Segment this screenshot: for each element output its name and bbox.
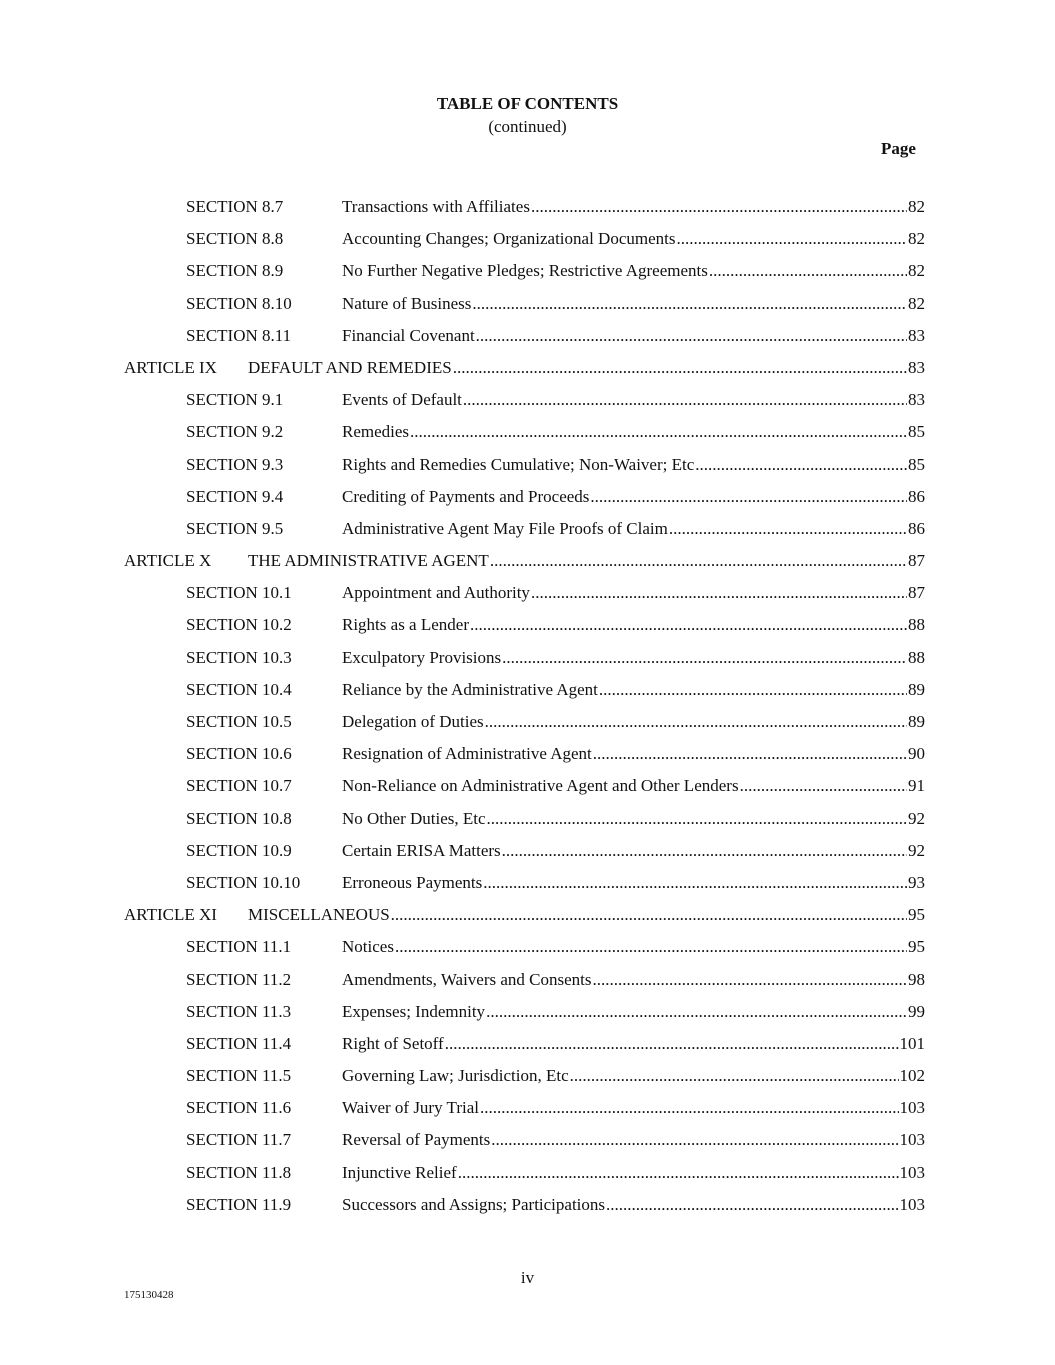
toc-entry-title: Certain ERISA Matters	[342, 840, 501, 860]
toc-section-row[interactable]	[0, 937, 1055, 969]
toc-section-row[interactable]	[0, 776, 1055, 808]
toc-entry-title: Amendments, Waivers and Consents	[342, 969, 592, 989]
toc-entry	[342, 455, 925, 475]
toc-entry-number: SECTION 10.9	[186, 840, 292, 860]
toc-entry-page: 99	[908, 1001, 925, 1021]
toc-entry-number: ARTICLE XI	[124, 905, 217, 925]
toc-entry-title: Events of Default	[342, 390, 462, 410]
toc-entry-page: 83	[908, 390, 925, 410]
toc-entry-page: 82	[908, 197, 925, 216]
toc-section-row[interactable]	[0, 583, 1055, 615]
toc-section-row[interactable]	[0, 841, 1055, 873]
toc-entry-page: 90	[908, 744, 925, 764]
toc-entry	[342, 1066, 925, 1086]
toc-entry-number: SECTION 11.7	[186, 1130, 292, 1150]
toc-entry-page: 92	[908, 840, 925, 860]
dot-leader	[599, 680, 907, 700]
toc-entry	[248, 358, 925, 378]
toc-entry	[342, 712, 925, 732]
toc-section-row[interactable]	[0, 873, 1055, 905]
toc-entry-page: 85	[908, 422, 925, 442]
toc-entry-page: 85	[908, 454, 925, 474]
toc-entry-number: SECTION 8.9	[186, 261, 284, 281]
toc-entry-number: SECTION 11.2	[186, 969, 292, 989]
toc-entry-title: Transactions with Affiliates	[342, 197, 530, 216]
dot-leader	[531, 197, 907, 217]
toc-entry	[342, 970, 925, 990]
toc-entry	[342, 326, 925, 346]
toc-entry-title: Non-Reliance on Administrative Agent and Other Lenders	[342, 776, 739, 796]
toc-entry	[342, 390, 925, 410]
toc-entry	[342, 519, 925, 539]
toc-entry	[342, 648, 925, 668]
toc-entry-number: SECTION 11.6	[186, 1098, 292, 1118]
toc-list	[0, 197, 1055, 1227]
toc-entry-number: SECTION 11.5	[186, 1066, 292, 1086]
dot-leader	[709, 261, 907, 281]
dot-leader	[531, 583, 907, 603]
toc-entry-title: Right of Setoff	[342, 1033, 444, 1053]
toc-entry-page: 82	[908, 229, 925, 249]
toc-subtitle: (continued)	[488, 117, 567, 136]
dot-leader	[470, 615, 907, 635]
toc-entry-title: THE ADMINISTRATIVE AGENT	[248, 551, 489, 571]
toc-entry	[342, 261, 925, 281]
toc-entry-title: DEFAULT AND REMEDIES	[248, 357, 452, 377]
toc-title: TABLE OF CONTENTS	[436, 94, 619, 113]
toc-entry	[342, 1098, 925, 1118]
toc-section-row[interactable]	[0, 648, 1055, 680]
dot-leader	[593, 970, 907, 990]
toc-entry-page: 82	[908, 293, 925, 313]
dot-leader	[491, 1130, 898, 1150]
toc-article-row[interactable]	[0, 551, 1055, 583]
toc-entry-page: 87	[908, 551, 925, 571]
toc-section-row[interactable]	[0, 615, 1055, 647]
toc-entry-title: Crediting of Payments and Proceeds	[342, 486, 590, 506]
document-id: 175130428	[124, 1289, 174, 1301]
toc-entry-title: MISCELLANEOUS	[248, 905, 390, 925]
toc-entry-number: SECTION 10.4	[186, 679, 292, 699]
toc-section-row[interactable]	[0, 229, 1055, 261]
toc-entry	[342, 1195, 925, 1215]
dot-leader	[490, 551, 907, 571]
toc-entry-page: 95	[908, 905, 925, 925]
toc-section-row[interactable]	[0, 680, 1055, 712]
toc-section-row[interactable]	[0, 487, 1055, 519]
toc-entry-number: SECTION 11.8	[186, 1162, 292, 1182]
dot-leader	[676, 229, 907, 249]
toc-entry-page: 82	[908, 261, 925, 281]
dot-leader	[476, 326, 907, 346]
toc-entry-number: SECTION 11.3	[186, 1001, 292, 1021]
toc-entry-title: No Other Duties, Etc	[342, 808, 486, 828]
toc-entry-page: 88	[908, 615, 925, 635]
toc-section-row[interactable]	[0, 970, 1055, 1002]
toc-entry-number: SECTION 10.3	[186, 647, 292, 667]
toc-entry-title: Notices	[342, 937, 394, 957]
dot-leader	[391, 905, 907, 925]
toc-entry-title: Waiver of Jury Trial	[342, 1098, 479, 1118]
dot-leader	[487, 809, 907, 829]
toc-entry-title: Governing Law; Jurisdiction, Etc	[342, 1066, 569, 1086]
toc-entry-page: 91	[908, 776, 925, 796]
toc-entry-title: Reversal of Payments	[342, 1130, 491, 1150]
toc-section-row[interactable]	[0, 294, 1055, 326]
toc-entry-number: SECTION 10.2	[186, 615, 292, 635]
dot-leader	[502, 841, 907, 861]
toc-entry-page: 88	[908, 647, 925, 667]
toc-entry-number: SECTION 8.8	[186, 229, 284, 249]
dot-leader	[570, 1066, 899, 1086]
dot-leader	[485, 712, 907, 732]
dot-leader	[463, 390, 907, 410]
toc-entry-page: 103	[899, 1194, 925, 1214]
toc-entry	[342, 615, 925, 635]
toc-section-row[interactable]	[0, 197, 1055, 229]
toc-entry	[342, 1034, 925, 1054]
toc-section-row[interactable]	[0, 809, 1055, 841]
dot-leader	[395, 937, 907, 957]
toc-section-row[interactable]	[0, 712, 1055, 744]
dot-leader	[695, 455, 907, 475]
dot-leader	[483, 873, 907, 893]
toc-entry-page: 89	[908, 679, 925, 699]
toc-section-row[interactable]	[0, 422, 1055, 454]
toc-entry-number: SECTION 10.10	[186, 872, 301, 892]
dot-leader	[740, 776, 907, 796]
toc-entry	[342, 1002, 925, 1022]
toc-entry-title: Successors and Assigns; Participations	[342, 1194, 606, 1214]
toc-entry-title: Delegation of Duties	[342, 712, 484, 731]
toc-entry-title: Financial Covenant	[342, 325, 475, 345]
toc-entry-number: SECTION 10.7	[186, 776, 292, 796]
toc-entry-page: 102	[899, 1066, 925, 1086]
toc-entry-number: SECTION 8.7	[186, 197, 284, 216]
toc-entry-number: ARTICLE X	[124, 551, 212, 571]
toc-entry-page: 101	[899, 1033, 925, 1053]
toc-entry	[342, 1130, 925, 1150]
toc-entry-page: 103	[899, 1098, 925, 1118]
toc-article-row[interactable]	[0, 358, 1055, 390]
toc-entry	[342, 680, 925, 700]
toc-entry-page: 83	[908, 325, 925, 345]
toc-entry-title: Rights as a Lender	[342, 615, 469, 635]
toc-section-row[interactable]	[0, 390, 1055, 422]
dot-leader	[480, 1098, 899, 1118]
toc-section-row[interactable]	[0, 1034, 1055, 1066]
toc-section-row[interactable]	[0, 519, 1055, 551]
toc-entry-number: SECTION 8.10	[186, 293, 292, 313]
toc-entry-title: Remedies	[342, 422, 410, 442]
toc-entry-page: 92	[908, 808, 925, 828]
toc-entry-number: SECTION 11.9	[186, 1194, 292, 1214]
toc-entry	[248, 905, 925, 925]
toc-entry	[342, 937, 925, 957]
footer-page-number: iv	[520, 1268, 535, 1287]
toc-entry	[342, 1163, 925, 1183]
dot-leader	[410, 422, 907, 442]
toc-entry-title: Reliance by the Administrative Agent	[342, 679, 598, 699]
toc-entry-number: SECTION 10.1	[186, 583, 292, 603]
toc-entry-number: SECTION 10.5	[186, 712, 292, 731]
toc-section-row[interactable]	[0, 455, 1055, 487]
toc-entry-title: Appointment and Authority	[342, 583, 530, 603]
toc-entry-title: Expenses; Indemnity	[342, 1001, 486, 1021]
toc-entry-page: 87	[908, 583, 925, 603]
dot-leader	[669, 519, 907, 539]
toc-entry-page: 86	[908, 518, 925, 538]
toc-entry-page: 98	[908, 969, 925, 989]
toc-entry	[342, 744, 925, 764]
toc-section-row[interactable]	[0, 1195, 1055, 1227]
toc-entry-number: ARTICLE IX	[124, 357, 217, 377]
toc-entry	[342, 873, 925, 893]
dot-leader	[590, 487, 907, 507]
toc-entry-page: 93	[908, 872, 925, 892]
page-column-label: Page	[881, 139, 916, 158]
toc-entry	[342, 487, 925, 507]
toc-entry-title: Nature of Business	[342, 293, 472, 313]
toc-section-row[interactable]	[0, 1002, 1055, 1034]
toc-entry-number: SECTION 11.1	[186, 937, 292, 957]
dot-leader	[458, 1163, 899, 1183]
toc-entry-number: SECTION 9.4	[186, 486, 284, 506]
toc-entry-page: 95	[908, 937, 925, 957]
toc-entry-number: SECTION 9.5	[186, 518, 284, 538]
toc-entry	[342, 583, 925, 603]
toc-section-row[interactable]	[0, 1130, 1055, 1162]
dot-leader	[502, 648, 907, 668]
toc-entry	[342, 229, 925, 249]
toc-section-row[interactable]	[0, 744, 1055, 776]
toc-entry-title: Erroneous Payments	[342, 872, 483, 892]
toc-entry	[342, 422, 925, 442]
toc-entry-number: SECTION 8.11	[186, 325, 292, 345]
toc-entry	[342, 841, 925, 861]
toc-section-row[interactable]	[0, 1066, 1055, 1098]
toc-entry-title: Injunctive Relief	[342, 1162, 457, 1182]
toc-section-row[interactable]	[0, 261, 1055, 293]
toc-entry-title: Resignation of Administrative Agent	[342, 744, 592, 764]
toc-entry-page: 103	[899, 1162, 925, 1182]
toc-entry-title: Exculpatory Provisions	[342, 647, 502, 667]
dot-leader	[445, 1034, 899, 1054]
toc-entry-number: SECTION 9.2	[186, 422, 284, 442]
toc-entry-page: 103	[899, 1130, 925, 1150]
dot-leader	[606, 1195, 898, 1215]
toc-entry-number: SECTION 10.6	[186, 744, 292, 764]
toc-section-row[interactable]	[0, 1163, 1055, 1195]
toc-article-row[interactable]	[0, 905, 1055, 937]
toc-entry	[342, 809, 925, 829]
toc-entry-number: SECTION 9.1	[186, 390, 284, 410]
toc-entry-page: 83	[908, 357, 925, 377]
toc-section-row[interactable]	[0, 326, 1055, 358]
toc-entry-page: 89	[908, 712, 925, 731]
toc-entry-title: Accounting Changes; Organizational Documents	[342, 229, 676, 249]
toc-entry-title: Rights and Remedies Cumulative; Non-Waiver; Etc	[342, 454, 695, 474]
toc-entry-number: SECTION 10.8	[186, 808, 292, 828]
dot-leader	[453, 358, 907, 378]
toc-entry	[248, 551, 925, 571]
dot-leader	[486, 1002, 907, 1022]
dot-leader	[472, 294, 907, 314]
toc-entry-title: Administrative Agent May File Proofs of Claim	[342, 518, 668, 538]
dot-leader	[593, 744, 907, 764]
toc-section-row[interactable]	[0, 1098, 1055, 1130]
toc-entry-number: SECTION 11.4	[186, 1033, 292, 1053]
toc-entry-number: SECTION 9.3	[186, 454, 284, 474]
toc-entry-title: No Further Negative Pledges; Restrictive Agreements	[342, 261, 708, 281]
toc-entry	[342, 294, 925, 314]
toc-entry-page: 86	[908, 486, 925, 506]
toc-entry	[342, 197, 925, 217]
toc-entry	[342, 776, 925, 796]
